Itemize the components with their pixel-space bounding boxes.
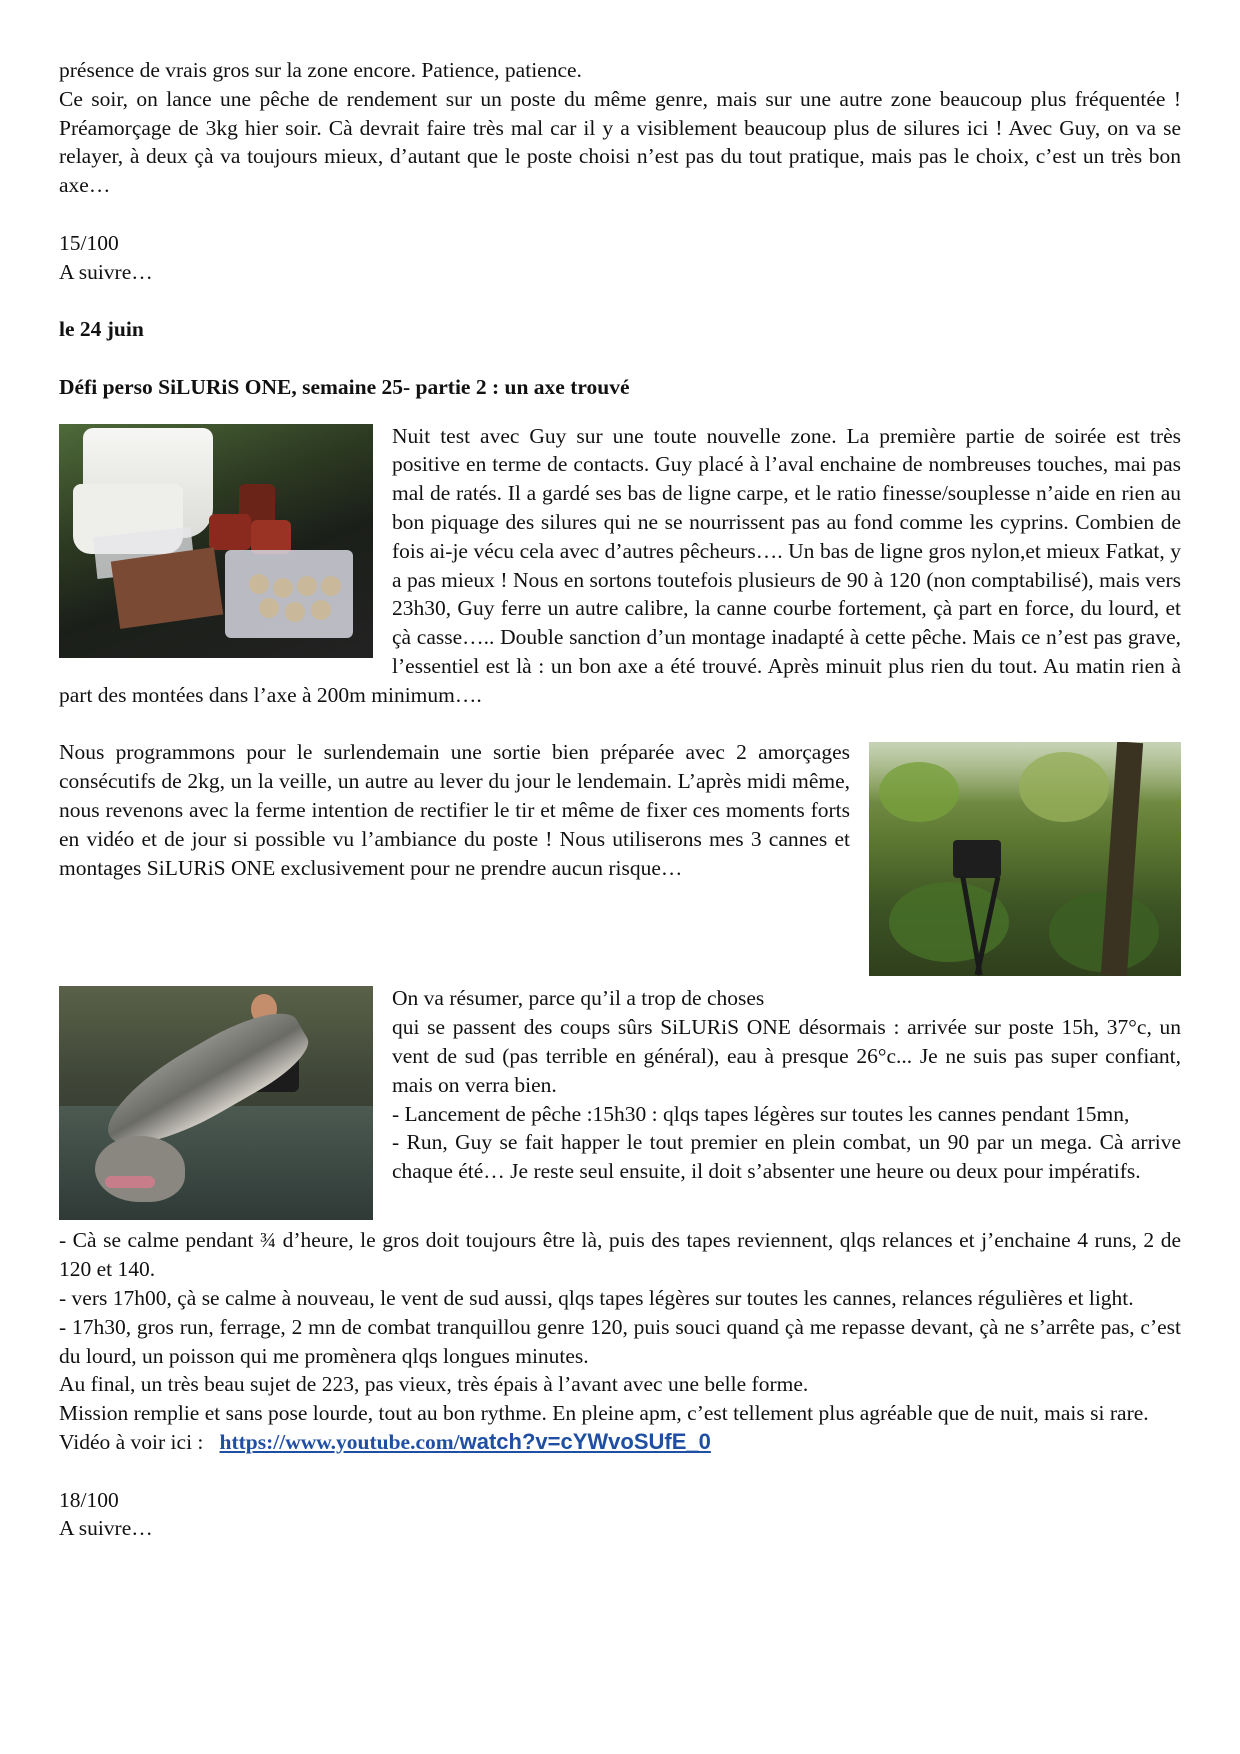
video-link-part1: https://www.youtube.com/ (219, 1429, 460, 1454)
video-link[interactable] (220, 1430, 711, 1454)
document-page (59, 56, 1181, 1543)
post-paragraph-2: Nous programmons pour le surlendemain une sortie bien préparée avec 2 amorçages consécutifs de 2kg, un la veille, un autre au lever du jour le lendemain. L’après midi même, nous revenons avec la ferme intention de rectifier le tir et même de fixer ces moments forts en vidéo et de jour si possible vu l’ambiance du poste ! Nous utiliserons mes 3 cannes et montages SiLURiS ONE exclusivement pour ne prendre aucun risque… (59, 740, 850, 880)
video-line (59, 1428, 1181, 1457)
post-date: le 24 juin (59, 317, 144, 342)
post-final-1: Au final, un très beau sujet de 223, pas vieux, très épais à l’avant avec une belle forme. (59, 1372, 809, 1397)
intro-paragraph-2: Ce soir, on lance une pêche de rendement sur un poste du même genre, mais sur une autre zone beaucoup plus fréquentée ! Préamorçage de 3kg hier soir. Cà devrait faire très mal car il y a visiblement beaucoup plus de silures ici ! Avec Guy, on va se relayer, à deux çà va toujours mieux, d’autant que le poste choisi n’est pas du tout pratique, mais pas le choix, c’est un très bon axe… (59, 86, 1181, 198)
camera-forest-photo (869, 742, 1181, 976)
post-item-2: - Run, Guy se fait happer le tout premier en plein combat, un 90 par un mega. Cà arrive chaque été… Je reste seul ensuite, il doit s’absenter une heure ou deux pour impératifs. (392, 1130, 1181, 1184)
post-item-5: - 17h30, gros run, ferrage, 2 mn de combat tranquillou genre 120, puis souci quand çà me repasse devant, çà ne s’arrête pas, c’est du lourd, un poisson qui me promènera qlqs longues minutes. (59, 1314, 1181, 1368)
post-final-2: Mission remplie et sans pose lourde, tout au bon rythme. En pleine apm, c’est tellement plus agréable que de nuit, mais si rare. (59, 1401, 1149, 1426)
post-paragraph-1: Nuit test avec Guy sur une toute nouvelle zone. La première partie de soirée est très positive en terme de contacts. Guy placé à l’aval enchaine de nombreuses touches, mai pas mal de ratés. Il a gardé ses bas de ligne carpe, et le ratio finesse/souplesse n’aide en rien au bon piquage des silures qui ne se nourrissent pas au fond comme les cyprins. Combien de fois ai-je vécu cela avec d’autres pêcheurs…. Un bas de ligne gros nylon,et mieux Fatkat, y a pas mieux ! Nous en sortons toutefois plusieurs de 90 à 120 (non comptabilisé), mais vers 23h30, Guy ferre un autre calibre, la canne courbe fortement, çà part en force, du lourd, et çà casse….. Double sanction d’un montage inadapté à cette pêche. Mais ce n’est pas grave, l’essentiel est là : un bon axe a été trouvé. Après minuit plus rien du tout. Au matin rien à part des montées dans l’axe à 200m minimum…. (59, 423, 1181, 707)
post-follow: A suivre… (59, 1516, 153, 1541)
post-item-1: - Lancement de pêche :15h30 : qlqs tapes légères sur toutes les cannes pendant 15mn, (392, 1101, 1130, 1126)
post-item-3: - Cà se calme pendant ¾ d’heure, le gros doit toujours être là, puis des tapes reviennent, qlqs relances et j’enchaine 4 runs, 2 de 120 et 140. (59, 1228, 1181, 1282)
post-score: 18/100 (59, 1487, 119, 1512)
post-item-4: - vers 17h00, çà se calme à nouveau, le vent de sud aussi, qlqs tapes légères sur toutes les cannes, relances régulières et light. (59, 1285, 1134, 1310)
video-link-part2: watch?v=cYWvoSUfE_0 (459, 1428, 711, 1454)
intro-score: 15/100 (59, 230, 119, 255)
post-title: Défi perso SiLURiS ONE, semaine 25- partie 2 : un axe trouvé (59, 374, 630, 399)
bait-buckets-photo (59, 424, 373, 658)
intro-follow: A suivre… (59, 259, 153, 284)
intro-paragraph-1: présence de vrais gros sur la zone encore. Patience, patience. (59, 58, 582, 82)
catfish-catch-photo (59, 986, 373, 1220)
video-label: Vidéo à voir ici : (59, 1429, 204, 1454)
post-paragraph-3-rest: qui se passent des coups sûrs SiLURiS ONE désormais : arrivée sur poste 15h, 37°c, un vent de sud (pas terrible en général), eau à presque 26°c... Je ne suis pas super confiant, mais on verra bien. (392, 1015, 1181, 1097)
post-paragraph-3-start: On va résumer, parce qu’il a trop de choses (392, 986, 765, 1011)
